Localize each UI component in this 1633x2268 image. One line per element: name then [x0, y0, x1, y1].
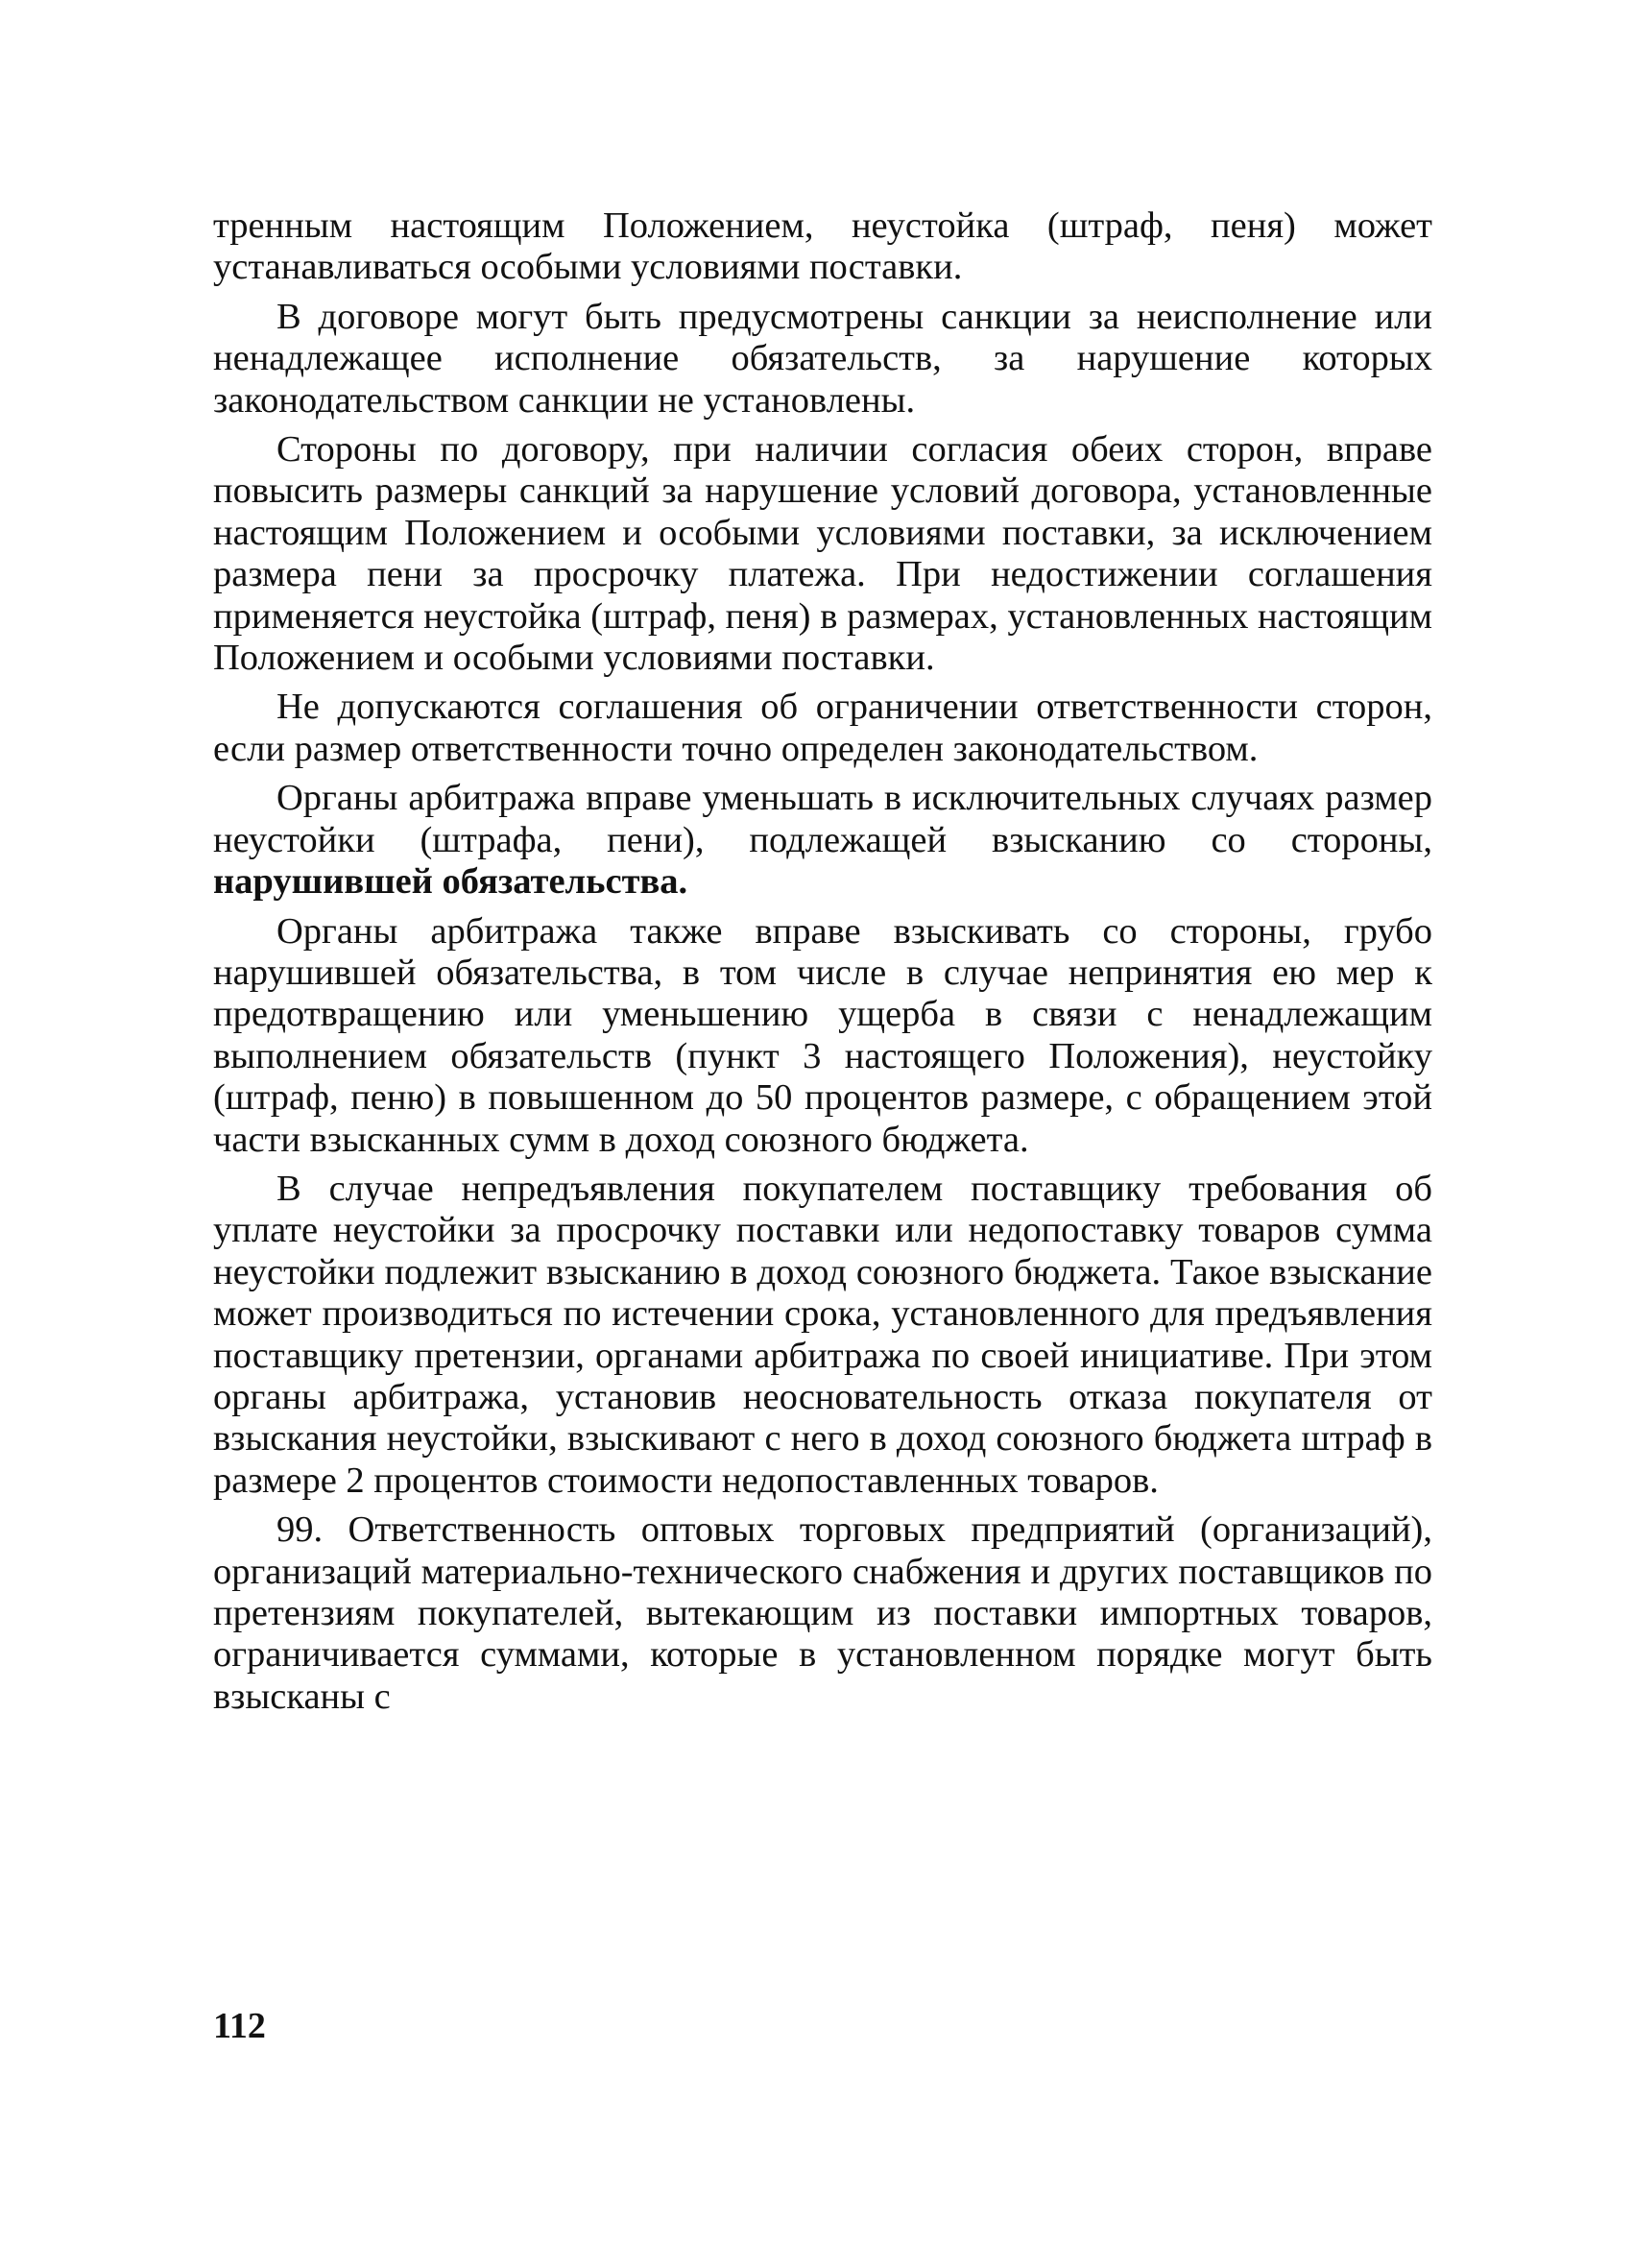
body-text	[213, 205, 1432, 1725]
paragraph-arbitration-reduce-text: Органы арбитража вправе уменьшать в исключительных случаях размер неустойки (штрафа, пени), подлежащей взысканию со стороны,	[213, 778, 1432, 860]
paragraph-article-99: 99. Ответственность оптовых торговых предприятий (организаций), организаций материально-технического снабжения и других поставщиков по претензиям покупателей, вытекающим из поставки импортных товаров, ограничивается суммами, которые в установленном порядке могут быть взысканы с	[213, 1509, 1432, 1717]
paragraph-liability-limits: Не допускаются соглашения об ограничении ответственности сторон, если размер ответственности точно определен законодательством.	[213, 687, 1432, 769]
page-number: 112	[213, 2006, 266, 2046]
paragraph-arbitration-reduce-bold: нарушившей обязательства.	[213, 861, 688, 903]
paragraph-arbitration-increase: Органы арбитража также вправе взыскивать со стороны, грубо нарушившей обязательства, в том числе в случае непринятия ею мер к предотвращению или уменьшению ущерба в связи с ненадлежащим выполнением обязательств (пункт 3 настоящего Положения), неустойку (штраф, пеню) в повышенном до 50 процентов размере, с обращением этой части взысканных сумм в доход союзного бюджета.	[213, 910, 1432, 1160]
paragraph-continuation: тренным настоящим Положением, неустойка (штраф, пеня) может устанавливаться особыми условиями поставки.	[213, 205, 1432, 288]
paragraph-arbitration-reduce	[213, 778, 1432, 903]
paragraph-nonclaim: В случае непредъявления покупателем поставщику требования об уплате неустойки за просрочку поставки или недопоставку товаров сумма неустойки подлежит взысканию в доход союзного бюджета. Такое взыскание может производиться по истечении срока, установленного для предъявления поставщику претензии, органами арбитража по своей инициативе. При этом органы арбитража, установив неосновательность отказа покупателя от взыскания неустойки, взыскивают с него в доход союзного бюджета штраф в размере 2 процентов стоимости недопоставленных товаров.	[213, 1168, 1432, 1501]
paragraph-sanctions: В договоре могут быть предусмотрены санкции за неисполнение или ненадлежащее исполнение обязательств, за нарушение которых законодательством санкции не установлены.	[213, 296, 1432, 421]
paragraph-parties-agreement: Стороны по договору, при наличии согласия обеих сторон, вправе повысить размеры санкций за нарушение условий договора, установленные настоящим Положением и особыми условиями поставки, за исключением размера пени за просрочку платежа. При недостижении соглашения применяется неустойка (штраф, пеня) в размерах, установленных настоящим Положением и особыми условиями поставки.	[213, 429, 1432, 679]
